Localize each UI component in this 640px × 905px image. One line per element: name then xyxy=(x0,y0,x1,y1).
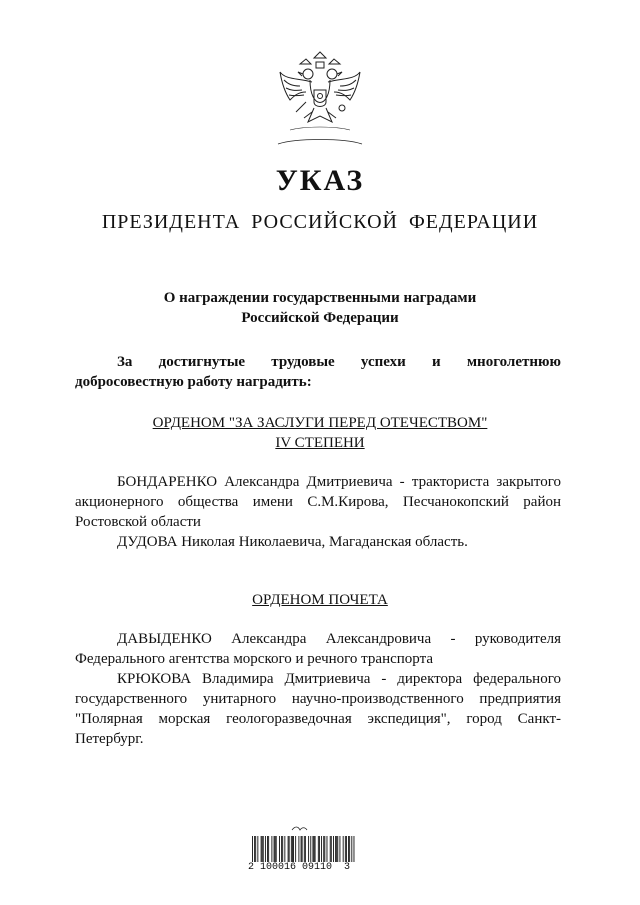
intro-word: успехи xyxy=(360,354,406,370)
barcode-bar xyxy=(261,836,262,862)
barcode-bar xyxy=(331,836,332,862)
barcode-bar xyxy=(268,836,269,862)
barcode-bar xyxy=(282,836,283,862)
barcode-bar xyxy=(276,836,277,862)
intro-word: и xyxy=(431,354,441,370)
barcode-bar xyxy=(336,836,337,862)
barcode-bar xyxy=(274,836,275,862)
barcode-bar xyxy=(301,836,302,862)
barcode-bar xyxy=(343,836,344,862)
barcode-bar xyxy=(289,836,290,862)
barcode-bar xyxy=(315,836,316,862)
recipient-davydenko: ДАВЫДЕНКО Александра Александровича - руководителя Федерального агентства морского и речного транспорта xyxy=(75,631,561,667)
barcode-bar xyxy=(291,836,292,862)
barcode-bar xyxy=(298,836,299,862)
award-1-line-2: IV СТЕПЕНИ xyxy=(275,435,365,451)
barcode-bar xyxy=(323,836,324,862)
barcode-bar xyxy=(324,836,325,862)
intro-word: достигнутые xyxy=(158,354,246,370)
recipient-dudova: ДУДОВА Николая Николаевича, Магаданская область. xyxy=(117,534,468,550)
barcode-bar xyxy=(254,836,255,862)
barcode-bar xyxy=(339,836,340,862)
barcode-bar xyxy=(295,836,296,862)
barcode-bar xyxy=(305,836,306,862)
intro-line-1 xyxy=(75,352,561,372)
barcode-bar xyxy=(308,836,309,862)
signature-mark xyxy=(292,827,307,830)
barcode-bar xyxy=(333,836,334,862)
subject-line-1: О награждении государственными наградами xyxy=(163,290,477,306)
barcode-bar xyxy=(354,836,355,862)
recipient-kryukov: КРЮКОВА Владимира Дмитриевича - директора федерального государственного унитарного научно-производственного предприятия "Полярная морская геологоразведочная экспедиция", город Санкт-Петербург. xyxy=(75,671,561,747)
barcode-bar xyxy=(314,836,315,862)
barcode-bar xyxy=(284,836,285,862)
subject-line-2: Российской Федерации xyxy=(241,310,399,326)
barcode-bar xyxy=(281,836,282,862)
barcode-bar xyxy=(349,836,350,862)
barcode-bar xyxy=(327,836,328,862)
intro-word: За xyxy=(117,354,133,370)
barcode-bar xyxy=(292,836,293,862)
barcode-bar xyxy=(271,836,272,862)
barcode-bar xyxy=(252,836,253,862)
barcode-bar xyxy=(288,836,289,862)
barcode-bar xyxy=(312,836,313,862)
barcode-bar xyxy=(302,836,303,862)
barcode-bar xyxy=(335,836,336,862)
intro-word: трудовые xyxy=(271,354,335,370)
barcode-digits: 2 100016 09110 3 xyxy=(248,862,351,873)
barcode-bar xyxy=(279,836,280,862)
barcode-bar xyxy=(263,836,264,862)
barcode-bar xyxy=(337,836,338,862)
barcode-bar xyxy=(330,836,331,862)
barcode-bar xyxy=(345,836,346,862)
award-1-heading xyxy=(0,413,640,453)
barcode-bar xyxy=(310,836,311,862)
recipient-bondarenko: БОНДАРЕНКО Александра Дмитриевича - тракториста закрытого акционерного общества имени С.М.Кирова, Песчанокопский район Ростовской области xyxy=(75,474,561,530)
intro-line-2: добросовестную работу наградить: xyxy=(75,374,312,390)
award-1-line-1: ОРДЕНОМ "ЗА ЗАСЛУГИ ПЕРЕД ОТЕЧЕСТВОМ" xyxy=(152,415,488,431)
barcode-bar xyxy=(319,836,320,862)
barcode xyxy=(248,824,360,884)
barcode-bar xyxy=(265,836,266,862)
barcode-bar xyxy=(346,836,347,862)
intro-word: многолетнюю xyxy=(466,354,561,370)
barcode-bar xyxy=(304,836,305,862)
barcode-bar xyxy=(293,836,294,862)
barcode-bar xyxy=(262,836,263,862)
barcode-bar xyxy=(321,836,322,862)
intro-paragraph xyxy=(75,352,561,392)
award-2-heading: ОРДЕНОМ ПОЧЕТА xyxy=(252,592,388,608)
barcode-bar xyxy=(348,836,349,862)
barcode-bar xyxy=(267,836,268,862)
coat-of-arms-emblem xyxy=(276,50,364,150)
page-title: УКАЗ xyxy=(275,164,365,197)
page-subtitle: ПРЕЗИДЕНТА РОССИЙСКОЙ ФЕДЕРАЦИИ xyxy=(101,211,539,233)
barcode-bar xyxy=(351,836,352,862)
decree-subject xyxy=(0,288,640,328)
barcode-bar xyxy=(275,836,276,862)
barcode-bar xyxy=(257,836,258,862)
barcode-bar xyxy=(318,836,319,862)
barcode-bar xyxy=(255,836,256,862)
